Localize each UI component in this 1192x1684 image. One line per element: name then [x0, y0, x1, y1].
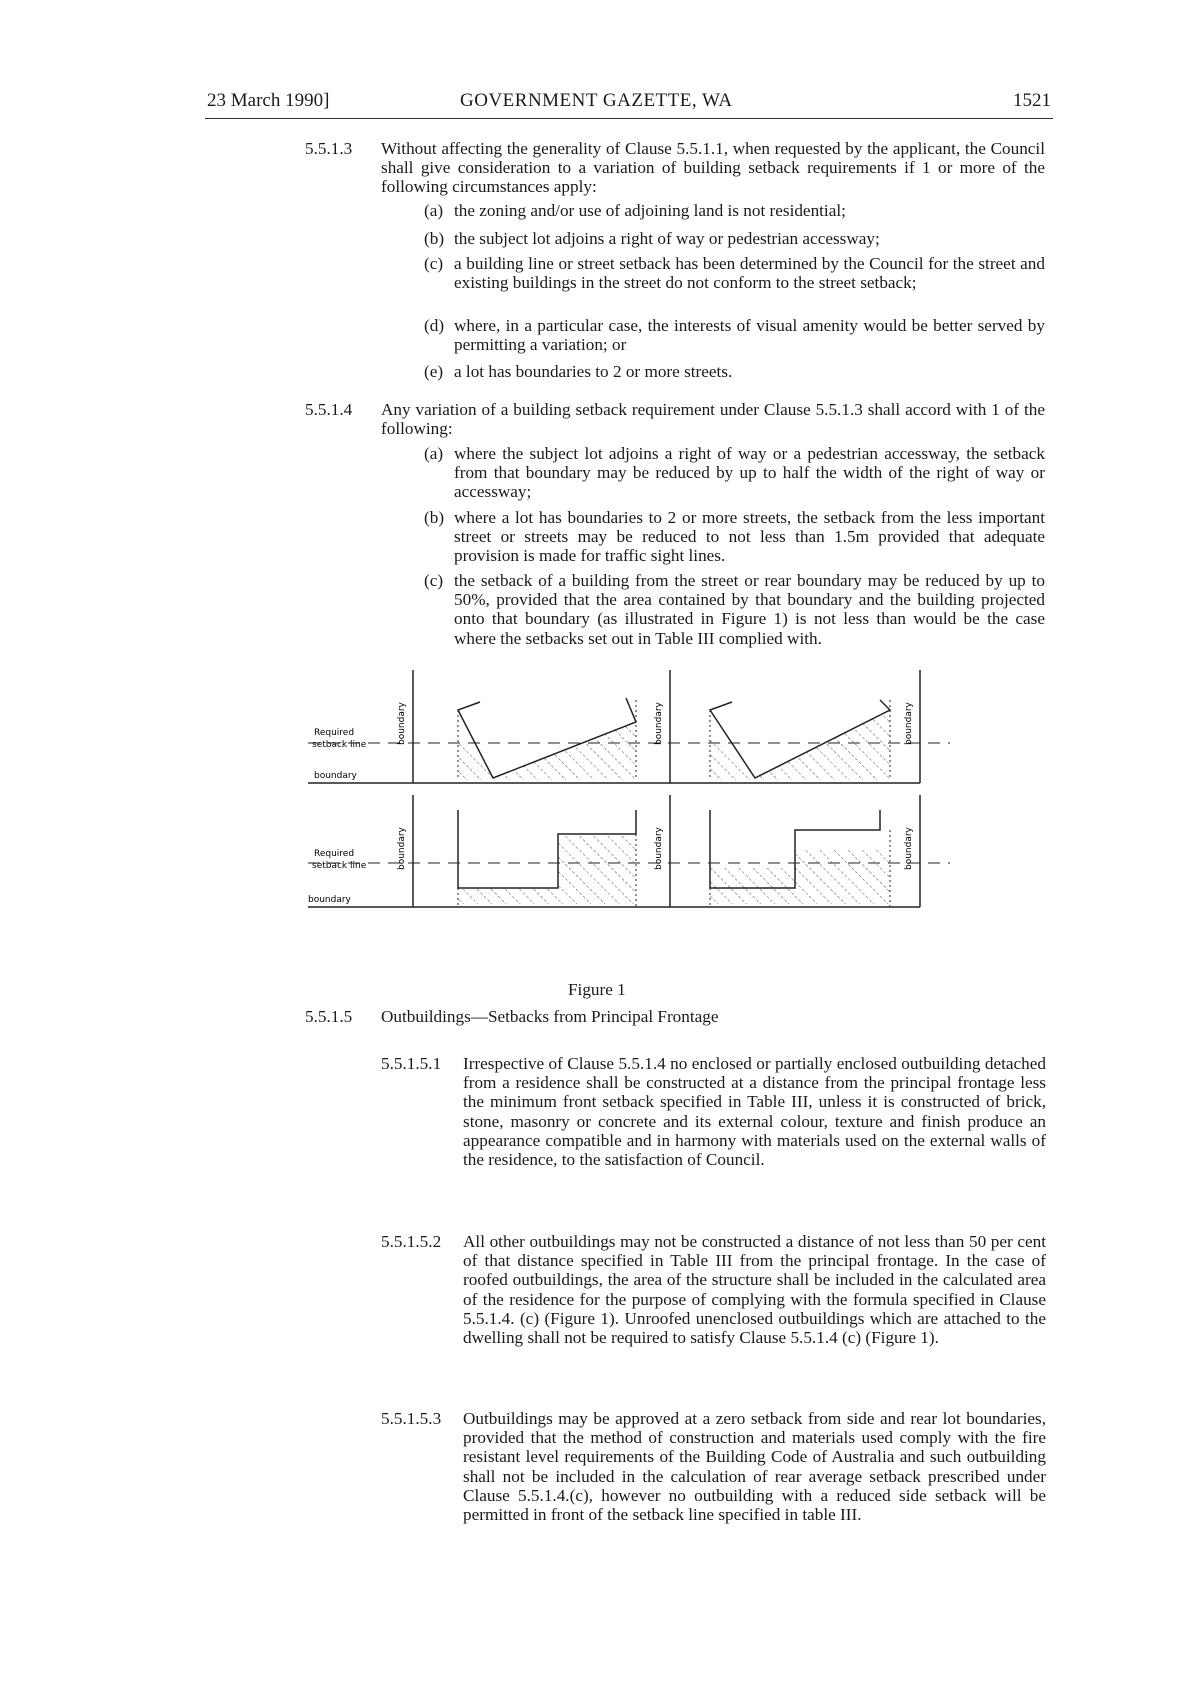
label-setback-line: setback line	[312, 861, 367, 871]
list-label: (c)	[424, 254, 444, 273]
list-label: (c)	[424, 571, 444, 590]
label-setback-line: setback line	[312, 740, 367, 750]
vertical-boundary-label: boundary	[397, 702, 407, 745]
page-number: 1521	[1013, 90, 1051, 111]
list-label: (b)	[424, 229, 445, 248]
label-boundary: boundary	[314, 771, 357, 781]
subclause-number: 5.5.1.5.1	[381, 1054, 442, 1073]
hatched-area	[710, 868, 795, 904]
list-text: the setback of a building from the street or rear boundary may be reduced by up to 50%, provided that the area contained by that boundary and the building projected onto that boundary (as illustrated in Figure 1) is not less than would be the case where the setbacks set out in Table III complied with.	[454, 571, 1045, 648]
vertical-boundary-label: boundary	[397, 827, 407, 870]
subclause-number: 5.5.1.5.2	[381, 1232, 442, 1251]
clause-number: 5.5.1.4	[305, 400, 353, 419]
list-text: the zoning and/or use of adjoining land is not residential;	[454, 201, 846, 220]
clause-title: Outbuildings—Setbacks from Principal Frontage	[381, 1007, 719, 1026]
hatched-area	[458, 888, 558, 904]
list-text: where a lot has boundaries to 2 or more streets, the setback from the less important street or streets may be reduced to not less than 1.5m provided that adequate provision is made for traffic sight lines.	[454, 508, 1045, 566]
list-text: the subject lot adjoins a right of way or pedestrian accessway;	[454, 229, 880, 248]
hatched-area	[795, 850, 890, 904]
label-boundary: boundary	[308, 895, 351, 905]
list-label: (a)	[424, 444, 444, 463]
list-label: (d)	[424, 316, 445, 335]
hatched-area	[710, 710, 890, 780]
hatched-area	[458, 722, 636, 780]
header-rule	[205, 118, 1053, 119]
vertical-boundary-label: boundary	[654, 827, 664, 870]
subclause-text: Outbuildings may be approved at a zero setback from side and rear lot boundaries, provided that the method of construction and materials used comply with the fire resistant level requirements of the Building Code of Australia and such outbuilding shall not be included in the calculation of rear average setback prescribed under Clause 5.5.1.4.(c), however no outbuilding with a reduced side setback will be permitted in front of the setback line specified in table III.	[463, 1409, 1046, 1525]
list-label: (e)	[424, 362, 444, 381]
subclause-text: Irrespective of Clause 5.5.1.4 no enclosed or partially enclosed outbuilding detached from a residence shall be constructed at a distance from the principal frontage less the minimum front setback specified in Table III, unless it is constructed of brick, stone, masonry or concrete and its external colour, texture and finish produce an appearance compatible and in harmony with materials used on the external walls of the residence, to the satisfaction of Council.	[463, 1054, 1046, 1170]
clause-intro: Without affecting the generality of Clause 5.5.1.1, when requested by the applicant, the Council shall give consideration to a variation of building setback requirements if 1 or more of the following circumstances apply:	[381, 139, 1045, 197]
list-text: a lot has boundaries to 2 or more streets.	[454, 362, 733, 381]
figure-top-row	[308, 670, 950, 783]
clause-number: 5.5.1.3	[305, 139, 353, 158]
vertical-boundary-label: boundary	[904, 827, 914, 870]
header-title: GOVERNMENT GAZETTE, WA	[460, 90, 733, 111]
label-required: Required	[314, 728, 355, 738]
clause-intro: Any variation of a building setback requirement under Clause 5.5.1.3 shall accord with 1 of the following:	[381, 400, 1045, 439]
figure-1-diagram	[300, 670, 960, 960]
label-required: Required	[314, 849, 355, 859]
vertical-boundary-label: boundary	[654, 702, 664, 745]
list-label: (a)	[424, 201, 444, 220]
vertical-boundary-label: boundary	[904, 702, 914, 745]
hatched-area	[558, 834, 636, 904]
clause-number: 5.5.1.5	[305, 1007, 353, 1026]
list-text: where, in a particular case, the interests of visual amenity would be better served by permitting a variation; or	[454, 316, 1045, 355]
list-label: (b)	[424, 508, 445, 527]
header-date: 23 March 1990]	[207, 90, 330, 111]
list-text: where the subject lot adjoins a right of way or a pedestrian accessway, the setback from that boundary may be reduced by up to half the width of the right of way or accessway;	[454, 444, 1045, 502]
subclause-number: 5.5.1.5.3	[381, 1409, 442, 1428]
subclause-text: All other outbuildings may not be constructed a distance of not less than 50 per cent of that distance specified in Table III from the principal frontage. In the case of roofed outbuildings, the area of the structure shall be included in the calculated area of the residence for the purpose of complying with the formula specified in Clause 5.5.1.4. (c) (Figure 1). Unroofed unenclosed outbuildings which are attached to the dwelling shall not be required to satisfy Clause 5.5.1.4 (c) (Figure 1).	[463, 1232, 1046, 1348]
figure-bottom-row	[308, 795, 950, 907]
list-text: a building line or street setback has been determined by the Council for the street and existing buildings in the street do not conform to the street setback;	[454, 254, 1045, 293]
figure-caption: Figure 1	[568, 980, 626, 999]
